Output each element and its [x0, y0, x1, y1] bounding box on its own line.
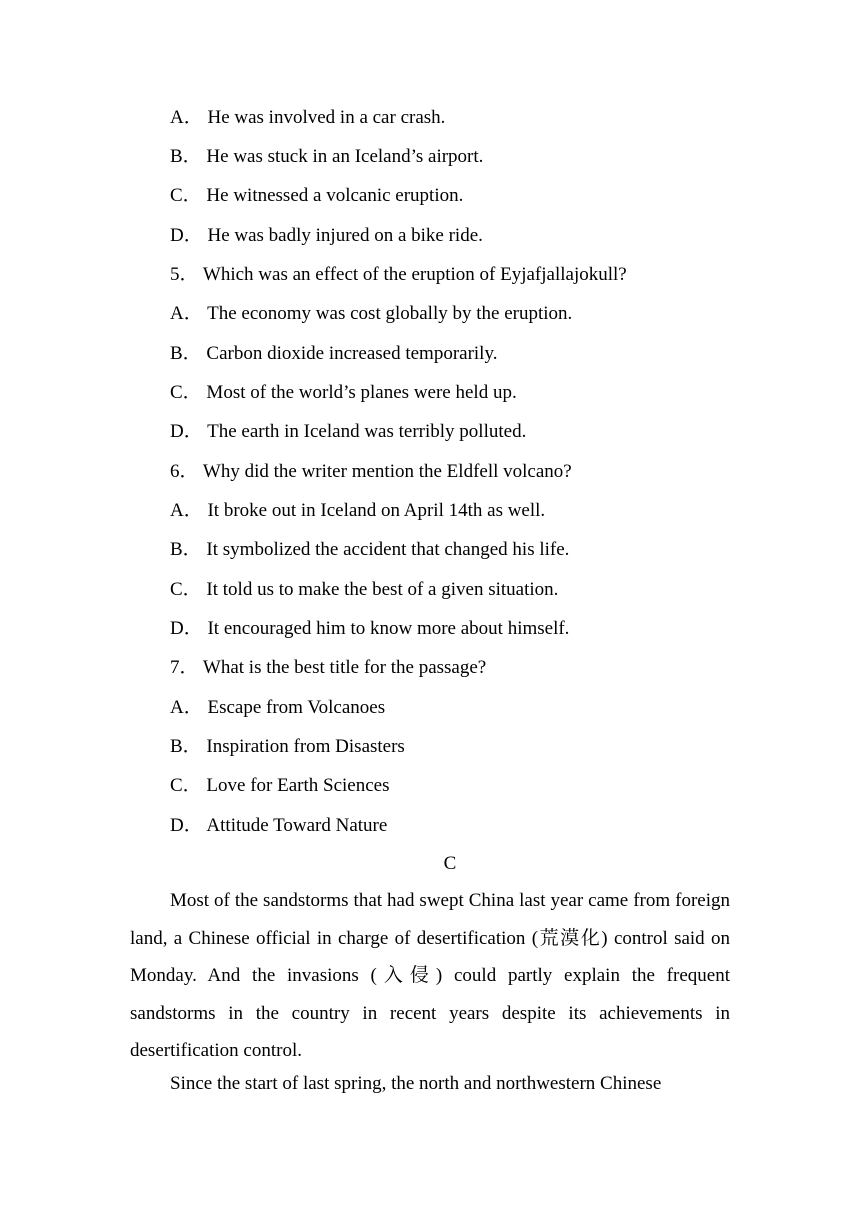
q5-option-b: B． Carbon dioxide increased temporarily. [170, 343, 498, 364]
passage-paragraph-1: Most of the sandstorms that had swept China last year came from foreign land, a Chinese official in charge of desertification (荒漠化) control said on Monday. And the invasions (入侵) could partly explain the frequent sandstorms in the country in recent years despite its achievements in desertification control. [130, 890, 730, 1061]
q6-option-c: C． It told us to make the best of a given situation. [170, 579, 559, 600]
q4-option-c: C． He witnessed a volcanic eruption. [170, 185, 464, 206]
q7-option-c: C． Love for Earth Sciences [170, 775, 390, 796]
q5-option-c: C． Most of the world’s planes were held up. [170, 382, 517, 403]
q6-stem: 6． Why did the writer mention the Eldfell volcano? [170, 461, 572, 482]
q7-stem: 7． What is the best title for the passage? [170, 657, 487, 678]
q7-option-b: B． Inspiration from Disasters [170, 736, 405, 757]
section-heading: C [443, 853, 457, 874]
q4-option-a: A． He was involved in a car crash. [170, 107, 446, 128]
q4-option-d: D． He was badly injured on a bike ride. [170, 225, 483, 246]
q6-option-a: A． It broke out in Iceland on April 14th as well. [170, 500, 546, 521]
q7-option-a: A． Escape from Volcanoes [170, 697, 386, 718]
q7-option-d: D． Attitude Toward Nature [170, 815, 388, 836]
q4-option-b: B． He was stuck in an Iceland’s airport. [170, 146, 484, 167]
q5-option-d: D． The earth in Iceland was terribly polluted. [170, 421, 527, 442]
passage-paragraph-2: Since the start of last spring, the north and northwestern Chinese [170, 1073, 662, 1094]
q6-option-b: B． It symbolized the accident that changed his life. [170, 539, 570, 560]
q5-option-a: A． The economy was cost globally by the eruption. [170, 303, 573, 324]
q5-stem: 5． Which was an effect of the eruption of Eyjafjallajokull? [170, 264, 627, 285]
q6-option-d: D． It encouraged him to know more about himself. [170, 618, 570, 639]
